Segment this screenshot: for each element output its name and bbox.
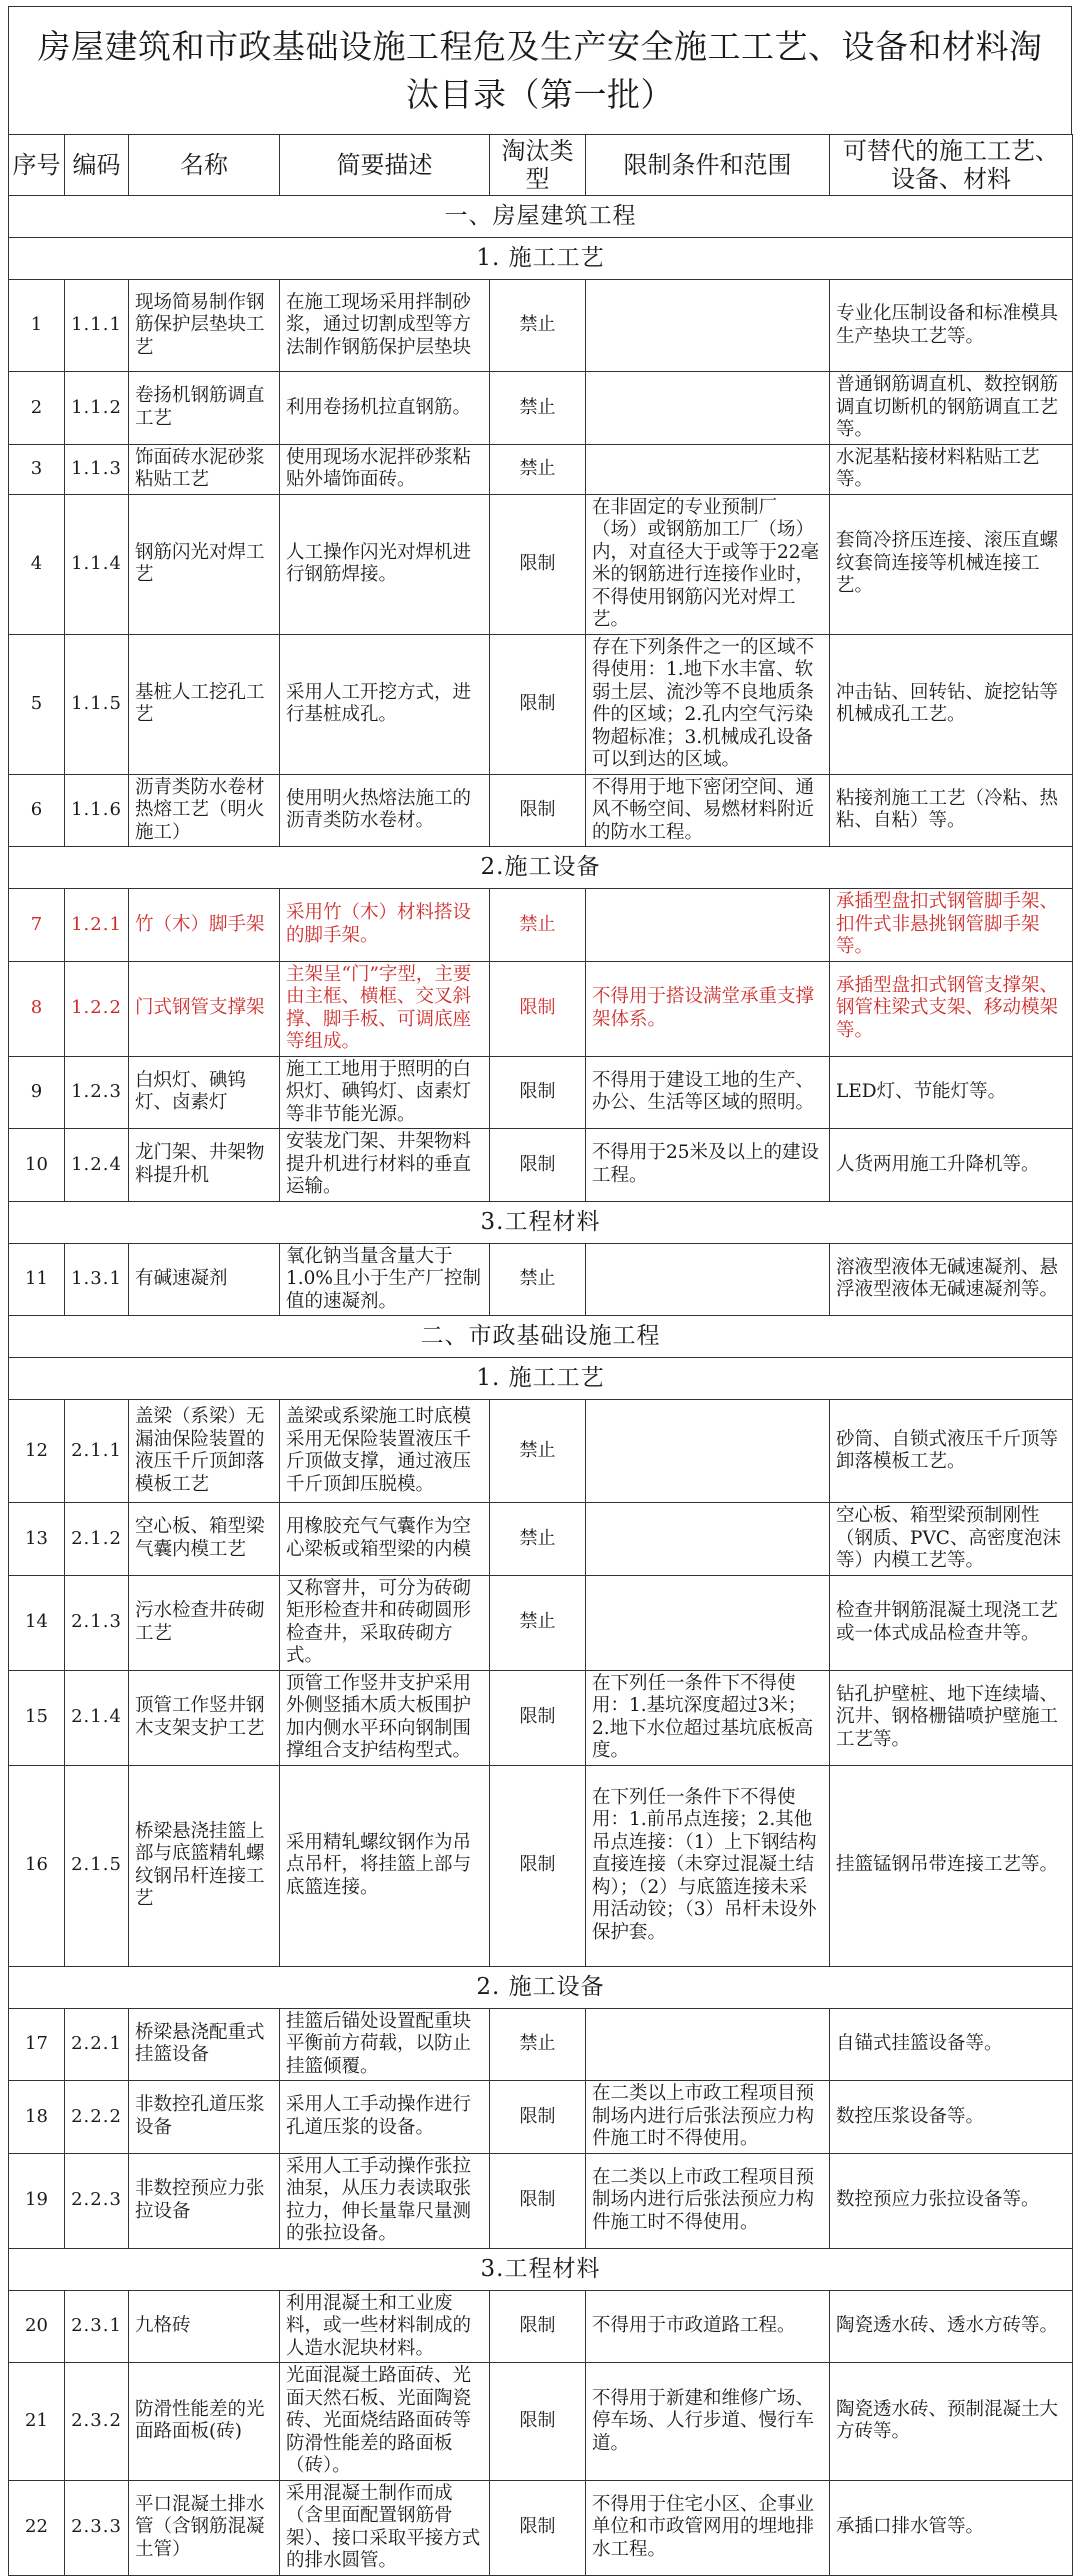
row-alt: 数控预应力张拉设备等。 bbox=[830, 2153, 1073, 2248]
row-name: 盖梁（系梁）无漏油保险装置的液压千斤顶卸落模板工艺 bbox=[129, 1400, 280, 1503]
table-row bbox=[9, 1670, 1073, 1765]
table-row bbox=[9, 444, 1073, 494]
row-seq: 18 bbox=[9, 2081, 65, 2154]
row-seq: 21 bbox=[9, 2363, 65, 2481]
table-row bbox=[9, 889, 1073, 962]
row-code: 2.2.3 bbox=[65, 2153, 129, 2248]
row-alt: 钻孔护壁桩、地下连续墙、沉井、钢格栅锚喷护壁施工工艺等。 bbox=[830, 1670, 1073, 1765]
row-name: 顶管工作竖井钢木支架支护工艺 bbox=[129, 1670, 280, 1765]
row-seq: 5 bbox=[9, 634, 65, 774]
section-title: 2. 施工设备 bbox=[9, 1966, 1073, 2008]
table-row bbox=[9, 2153, 1073, 2248]
section-header-row bbox=[9, 1201, 1073, 1243]
row-name: 现场简易制作钢筋保护层垫块工艺 bbox=[129, 280, 280, 372]
table-row bbox=[9, 774, 1073, 847]
section-title: 1. 施工工艺 bbox=[9, 1358, 1073, 1400]
row-seq: 16 bbox=[9, 1765, 65, 1966]
row-name: 污水检查井砖砌工艺 bbox=[129, 1575, 280, 1670]
row-name: 卷扬机钢筋调直工艺 bbox=[129, 372, 280, 445]
row-seq: 17 bbox=[9, 2008, 65, 2081]
row-limit bbox=[586, 1400, 830, 1503]
section-header-row bbox=[9, 1358, 1073, 1400]
row-code: 2.3.1 bbox=[65, 2290, 129, 2363]
row-desc: 安装龙门架、井架物料提升机进行材料的垂直运输。 bbox=[280, 1129, 490, 1202]
row-type: 禁止 bbox=[490, 1400, 586, 1503]
row-type: 禁止 bbox=[490, 1575, 586, 1670]
row-name: 白炽灯、碘钨灯、卤素灯 bbox=[129, 1056, 280, 1129]
row-limit bbox=[586, 1503, 830, 1576]
table-row bbox=[9, 1056, 1073, 1129]
row-desc: 利用混凝土和工业废料，或一些材料制成的人造水泥块材料。 bbox=[280, 2290, 490, 2363]
row-seq: 14 bbox=[9, 1575, 65, 1670]
section-title: 1. 施工工艺 bbox=[9, 238, 1073, 280]
row-type: 限制 bbox=[490, 1765, 586, 1966]
row-code: 2.1.1 bbox=[65, 1400, 129, 1503]
row-limit: 不得用于搭设满堂承重支撑架体系。 bbox=[586, 961, 830, 1056]
row-type: 限制 bbox=[490, 634, 586, 774]
row-desc: 采用竹（木）材料搭设的脚手架。 bbox=[280, 889, 490, 962]
row-seq: 19 bbox=[9, 2153, 65, 2248]
row-name: 非数控预应力张拉设备 bbox=[129, 2153, 280, 2248]
table-row bbox=[9, 1765, 1073, 1966]
row-desc: 人工操作闪光对焊机进行钢筋焊接。 bbox=[280, 494, 490, 634]
row-desc: 使用明火热熔法施工的沥青类防水卷材。 bbox=[280, 774, 490, 847]
row-alt: LED灯、节能灯等。 bbox=[830, 1056, 1073, 1129]
row-type: 限制 bbox=[490, 2081, 586, 2154]
row-name: 桥梁悬浇挂篮上部与底篮精轧螺纹钢吊杆连接工艺 bbox=[129, 1765, 280, 1966]
row-seq: 12 bbox=[9, 1400, 65, 1503]
row-type: 限制 bbox=[490, 494, 586, 634]
row-name: 沥青类防水卷材热熔工艺（明火施工） bbox=[129, 774, 280, 847]
row-alt: 溶液型液体无碱速凝剂、悬浮液型液体无碱速凝剂等。 bbox=[830, 1243, 1073, 1316]
table-row bbox=[9, 1503, 1073, 1576]
row-code: 2.2.1 bbox=[65, 2008, 129, 2081]
section-header-row bbox=[9, 847, 1073, 889]
row-type: 限制 bbox=[490, 1056, 586, 1129]
row-code: 2.3.3 bbox=[65, 2480, 129, 2575]
row-name: 防滑性能差的光面路面板(砖) bbox=[129, 2363, 280, 2481]
section-header-row bbox=[9, 1316, 1073, 1358]
row-code: 2.1.5 bbox=[65, 1765, 129, 1966]
row-code: 1.2.2 bbox=[65, 961, 129, 1056]
header-desc: 简要描述 bbox=[280, 135, 490, 196]
section-title: 2.施工设备 bbox=[9, 847, 1073, 889]
row-alt: 承插口排水管等。 bbox=[830, 2480, 1073, 2575]
row-seq: 6 bbox=[9, 774, 65, 847]
row-desc: 用橡胶充气气囊作为空心梁板或箱型梁的内模 bbox=[280, 1503, 490, 1576]
row-limit: 不得用于市政道路工程。 bbox=[586, 2290, 830, 2363]
table-row bbox=[9, 634, 1073, 774]
row-alt: 挂篮锰钢吊带连接工艺等。 bbox=[830, 1765, 1073, 1966]
row-seq: 3 bbox=[9, 444, 65, 494]
row-limit bbox=[586, 2008, 830, 2081]
row-desc: 采用人工开挖方式，进行基桩成孔。 bbox=[280, 634, 490, 774]
row-type: 限制 bbox=[490, 1670, 586, 1765]
row-seq: 10 bbox=[9, 1129, 65, 1202]
row-seq: 1 bbox=[9, 280, 65, 372]
row-type: 限制 bbox=[490, 2363, 586, 2481]
row-limit: 在下列任一条件下不得使用：1.基坑深度超过3米；2.地下水位超过基坑底板高度。 bbox=[586, 1670, 830, 1765]
row-type: 禁止 bbox=[490, 2008, 586, 2081]
row-alt: 冲击钻、回转钻、旋挖钻等机械成孔工艺。 bbox=[830, 634, 1073, 774]
row-alt: 陶瓷透水砖、预制混凝土大方砖等。 bbox=[830, 2363, 1073, 2481]
row-type: 限制 bbox=[490, 2153, 586, 2248]
row-code: 2.1.4 bbox=[65, 1670, 129, 1765]
header-limit: 限制条件和范围 bbox=[586, 135, 830, 196]
table-row bbox=[9, 1243, 1073, 1316]
row-name: 空心板、箱型梁气囊内模工艺 bbox=[129, 1503, 280, 1576]
row-name: 桥梁悬浇配重式挂篮设备 bbox=[129, 2008, 280, 2081]
row-desc: 又称窨井，可分为砖砌矩形检查井和砖砌圆形检查井，采取砖砌方式。 bbox=[280, 1575, 490, 1670]
row-seq: 20 bbox=[9, 2290, 65, 2363]
row-type: 禁止 bbox=[490, 1503, 586, 1576]
header-alt: 可替代的施工工艺、设备、材料 bbox=[830, 135, 1073, 196]
row-desc: 光面混凝土路面砖、光面天然石板、光面陶瓷砖、光面烧结路面砖等防滑性能差的路面板（砖）。 bbox=[280, 2363, 490, 2481]
row-seq: 15 bbox=[9, 1670, 65, 1765]
row-limit bbox=[586, 280, 830, 372]
row-seq: 7 bbox=[9, 889, 65, 962]
row-desc: 利用卷扬机拉直钢筋。 bbox=[280, 372, 490, 445]
row-desc: 采用人工手动操作进行孔道压浆的设备。 bbox=[280, 2081, 490, 2154]
table-row bbox=[9, 280, 1073, 372]
row-limit: 在二类以上市政工程项目预制场内进行后张法预应力构件施工时不得使用。 bbox=[586, 2153, 830, 2248]
table-row bbox=[9, 1400, 1073, 1503]
row-code: 1.1.6 bbox=[65, 774, 129, 847]
row-limit: 在下列任一条件下不得使用：1.前吊点连接；2.其他吊点连接：（1）上下钢结构直接连接（未穿过混凝土结构）；（2）与底篮连接未采用活动铰；（3）吊杆未设外保护套。 bbox=[586, 1765, 830, 1966]
table-row bbox=[9, 1129, 1073, 1202]
row-alt: 人货两用施工升降机等。 bbox=[830, 1129, 1073, 1202]
row-type: 限制 bbox=[490, 2290, 586, 2363]
section-title: 二、市政基础设施工程 bbox=[9, 1316, 1073, 1358]
section-header-row bbox=[9, 2248, 1073, 2290]
row-alt: 套筒冷挤压连接、滚压直螺纹套筒连接等机械连接工艺。 bbox=[830, 494, 1073, 634]
row-code: 2.3.2 bbox=[65, 2363, 129, 2481]
header-type: 淘汰类型 bbox=[490, 135, 586, 196]
row-limit: 不得用于地下密闭空间、通风不畅空间、易燃材料附近的防水工程。 bbox=[586, 774, 830, 847]
table-row bbox=[9, 2008, 1073, 2081]
row-code: 2.1.3 bbox=[65, 1575, 129, 1670]
row-desc: 施工工地用于照明的白炽灯、碘钨灯、卤素灯等非节能光源。 bbox=[280, 1056, 490, 1129]
row-desc: 在施工现场采用拌制砂浆，通过切割成型等方法制作钢筋保护层垫块 bbox=[280, 280, 490, 372]
row-limit: 不得用于建设工地的生产、办公、生活等区域的照明。 bbox=[586, 1056, 830, 1129]
table-row bbox=[9, 2363, 1073, 2481]
row-desc: 挂篮后锚处设置配重块平衡前方荷载，以防止挂篮倾覆。 bbox=[280, 2008, 490, 2081]
table-row bbox=[9, 2290, 1073, 2363]
row-name: 非数控孔道压浆设备 bbox=[129, 2081, 280, 2154]
row-code: 1.1.5 bbox=[65, 634, 129, 774]
row-seq: 22 bbox=[9, 2480, 65, 2575]
section-title: 3.工程材料 bbox=[9, 2248, 1073, 2290]
row-code: 1.1.3 bbox=[65, 444, 129, 494]
row-alt: 承插型盘扣式钢管支撑架、钢管柱梁式支架、移动模架等。 bbox=[830, 961, 1073, 1056]
row-alt: 砂筒、自锁式液压千斤顶等卸落模板工艺。 bbox=[830, 1400, 1073, 1503]
row-alt: 普通钢筋调直机、数控钢筋调直切断机的钢筋调直工艺等。 bbox=[830, 372, 1073, 445]
row-desc: 盖梁或系梁施工时底模采用无保险装置液压千斤顶做支撑，通过液压千斤顶卸压脱模。 bbox=[280, 1400, 490, 1503]
row-name: 门式钢管支撑架 bbox=[129, 961, 280, 1056]
document-title: 房屋建筑和市政基础设施工程危及生产安全施工工艺、设备和材料淘汰目录（第一批） bbox=[8, 6, 1072, 134]
row-type: 禁止 bbox=[490, 1243, 586, 1316]
row-type: 限制 bbox=[490, 2480, 586, 2575]
row-type: 禁止 bbox=[490, 444, 586, 494]
elimination-table bbox=[8, 134, 1073, 2576]
row-name: 钢筋闪光对焊工艺 bbox=[129, 494, 280, 634]
table-row bbox=[9, 2480, 1073, 2575]
row-seq: 9 bbox=[9, 1056, 65, 1129]
header-name: 名称 bbox=[129, 135, 280, 196]
row-code: 1.1.4 bbox=[65, 494, 129, 634]
row-type: 禁止 bbox=[490, 372, 586, 445]
row-code: 1.1.2 bbox=[65, 372, 129, 445]
row-seq: 11 bbox=[9, 1243, 65, 1316]
row-code: 2.1.2 bbox=[65, 1503, 129, 1576]
row-type: 限制 bbox=[490, 961, 586, 1056]
row-code: 2.2.2 bbox=[65, 2081, 129, 2154]
row-name: 平口混凝土排水管（含钢筋混凝土管） bbox=[129, 2480, 280, 2575]
row-desc: 采用精轧螺纹钢作为吊点吊杆，将挂篮上部与底篮连接。 bbox=[280, 1765, 490, 1966]
header-seq: 序号 bbox=[9, 135, 65, 196]
row-limit: 不得用于住宅小区、企事业单位和市政管网用的埋地排水工程。 bbox=[586, 2480, 830, 2575]
row-code: 1.3.1 bbox=[65, 1243, 129, 1316]
section-title: 3.工程材料 bbox=[9, 1201, 1073, 1243]
row-limit: 不得用于25米及以上的建设工程。 bbox=[586, 1129, 830, 1202]
row-alt: 承插型盘扣式钢管脚手架、扣件式非悬挑钢管脚手架等。 bbox=[830, 889, 1073, 962]
row-seq: 13 bbox=[9, 1503, 65, 1576]
row-desc: 采用人工手动操作张拉油泵，从压力表读取张拉力，伸长量靠尺量测的张拉设备。 bbox=[280, 2153, 490, 2248]
table-header-row bbox=[9, 135, 1073, 196]
row-alt: 专业化压制设备和标准模具生产垫块工艺等。 bbox=[830, 280, 1073, 372]
row-limit bbox=[586, 444, 830, 494]
section-header-row bbox=[9, 196, 1073, 238]
row-type: 限制 bbox=[490, 1129, 586, 1202]
row-name: 龙门架、井架物料提升机 bbox=[129, 1129, 280, 1202]
row-limit bbox=[586, 372, 830, 445]
row-limit: 在非固定的专业预制厂（场）或钢筋加工厂（场）内，对直径大于或等于22毫米的钢筋进行连接作业时，不得使用钢筋闪光对焊工艺。 bbox=[586, 494, 830, 634]
row-code: 1.1.1 bbox=[65, 280, 129, 372]
row-alt: 空心板、箱型梁预制刚性（钢质、PVC、高密度泡沫等）内模工艺等。 bbox=[830, 1503, 1073, 1576]
row-name: 有碱速凝剂 bbox=[129, 1243, 280, 1316]
table-row bbox=[9, 2081, 1073, 2154]
row-limit: 不得用于新建和维修广场、停车场、人行步道、慢行车道。 bbox=[586, 2363, 830, 2481]
table-body bbox=[9, 196, 1073, 2576]
row-desc: 使用现场水泥拌砂浆粘贴外墙饰面砖。 bbox=[280, 444, 490, 494]
row-seq: 4 bbox=[9, 494, 65, 634]
row-desc: 氧化钠当量含量大于1.0%且小于生产厂控制值的速凝剂。 bbox=[280, 1243, 490, 1316]
row-desc: 顶管工作竖井支护采用外侧竖插木质大板围护加内侧水平环向钢制围撑组合支护结构型式。 bbox=[280, 1670, 490, 1765]
row-seq: 2 bbox=[9, 372, 65, 445]
row-alt: 粘接剂施工工艺（冷粘、热粘、自粘）等。 bbox=[830, 774, 1073, 847]
row-limit: 在二类以上市政工程项目预制场内进行后张法预应力构件施工时不得使用。 bbox=[586, 2081, 830, 2154]
row-code: 1.2.3 bbox=[65, 1056, 129, 1129]
row-alt: 自锚式挂篮设备等。 bbox=[830, 2008, 1073, 2081]
row-type: 禁止 bbox=[490, 889, 586, 962]
section-title: 一、房屋建筑工程 bbox=[9, 196, 1073, 238]
row-limit bbox=[586, 1243, 830, 1316]
table-row bbox=[9, 372, 1073, 445]
row-alt: 数控压浆设备等。 bbox=[830, 2081, 1073, 2154]
section-header-row bbox=[9, 238, 1073, 280]
row-seq: 8 bbox=[9, 961, 65, 1056]
row-code: 1.2.1 bbox=[65, 889, 129, 962]
row-alt: 陶瓷透水砖、透水方砖等。 bbox=[830, 2290, 1073, 2363]
table-row bbox=[9, 1575, 1073, 1670]
row-code: 1.2.4 bbox=[65, 1129, 129, 1202]
row-alt: 水泥基粘接材料粘贴工艺等。 bbox=[830, 444, 1073, 494]
table-row bbox=[9, 494, 1073, 634]
row-desc: 主架呈“门”字型，主要由主框、横框、交叉斜撑、脚手板、可调底座等组成。 bbox=[280, 961, 490, 1056]
row-limit: 存在下列条件之一的区域不得使用：1.地下水丰富、软弱土层、流沙等不良地质条件的区域；2.孔内空气污染物超标准；3.机械成孔设备可以到达的区域。 bbox=[586, 634, 830, 774]
row-limit bbox=[586, 889, 830, 962]
row-type: 限制 bbox=[490, 774, 586, 847]
table-row bbox=[9, 961, 1073, 1056]
row-type: 禁止 bbox=[490, 280, 586, 372]
row-name: 九格砖 bbox=[129, 2290, 280, 2363]
section-header-row bbox=[9, 1966, 1073, 2008]
row-desc: 采用混凝土制作而成（含里面配置钢筋骨架）、接口采取平接方式的排水圆管。 bbox=[280, 2480, 490, 2575]
row-name: 基桩人工挖孔工艺 bbox=[129, 634, 280, 774]
header-code: 编码 bbox=[65, 135, 129, 196]
row-alt: 检查井钢筋混凝土现浇工艺或一体式成品检查井等。 bbox=[830, 1575, 1073, 1670]
row-name: 饰面砖水泥砂浆粘贴工艺 bbox=[129, 444, 280, 494]
row-name: 竹（木）脚手架 bbox=[129, 889, 280, 962]
row-limit bbox=[586, 1575, 830, 1670]
